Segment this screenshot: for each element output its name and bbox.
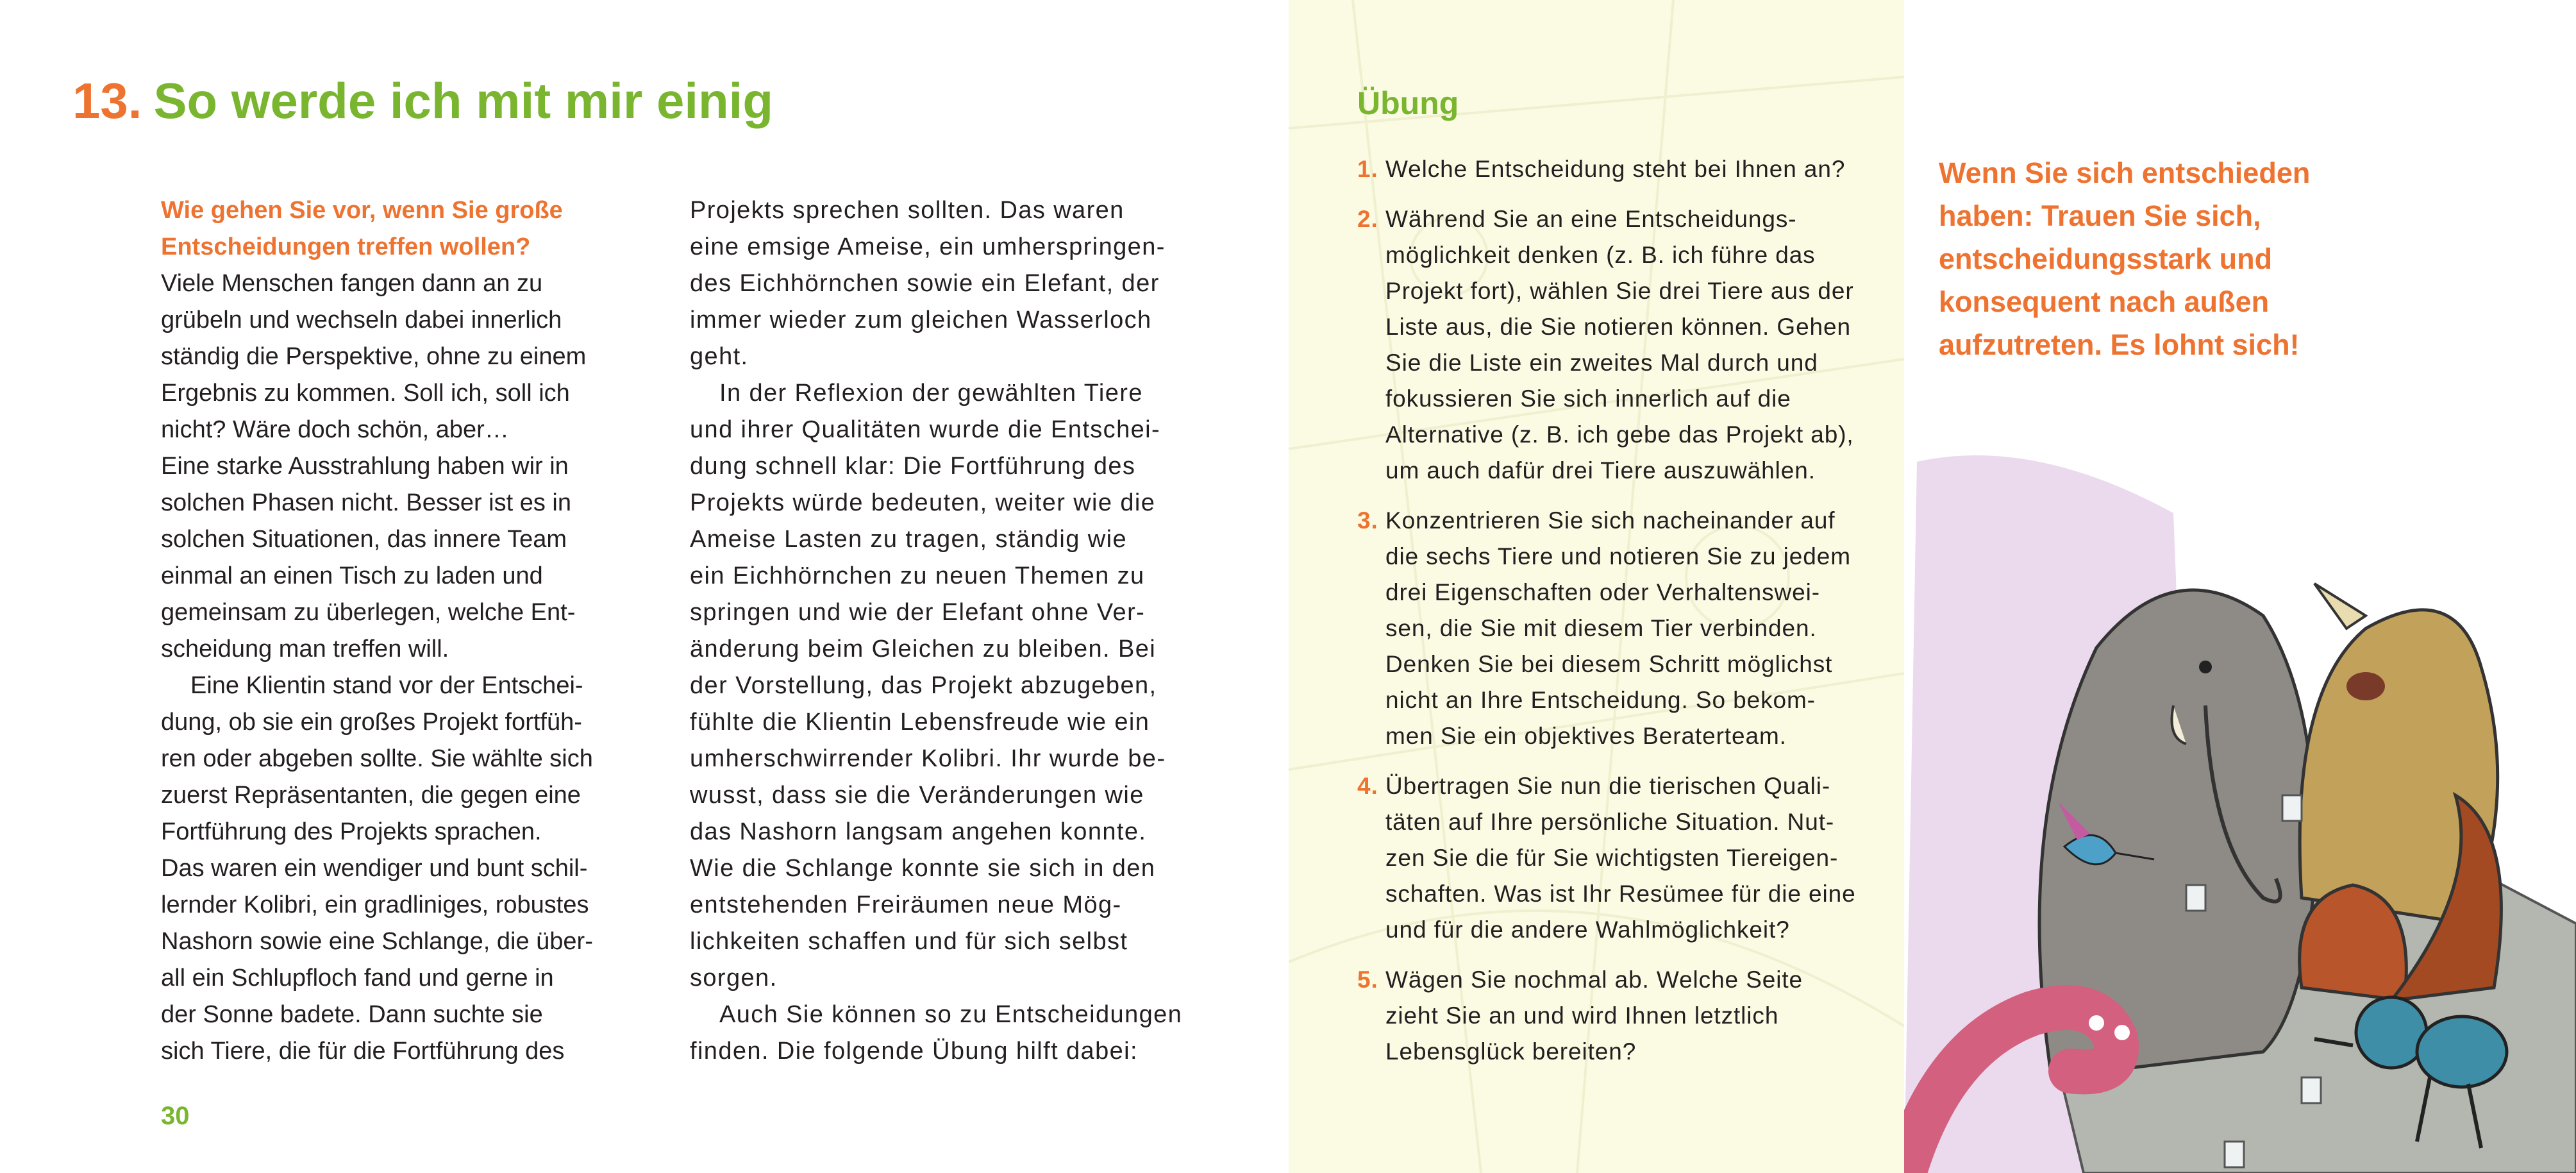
left-text-column — [161, 192, 593, 1070]
text-line: Eine Klientin stand vor der Entschei- — [190, 672, 583, 699]
callout-line: konsequent nach außen — [1939, 285, 2270, 318]
exercise-steps-list — [1357, 151, 1856, 1084]
text-line: Nashorn sowie eine Schlange, die über- — [161, 928, 593, 955]
step-text — [1385, 962, 1856, 1070]
text-line: Projekts sprechen sollten. Das waren — [690, 197, 1125, 224]
text-line: Viele Menschen fangen dann an zu — [161, 270, 543, 297]
text-line: Auch Sie können so zu Entscheidungen — [719, 1001, 1183, 1028]
text-line: immer wieder zum gleichen Wasserloch — [690, 307, 1152, 333]
text-line: entstehenden Freiräumen neue Mög- — [690, 891, 1122, 918]
step-text-line: täten auf Ihre persönliche Situation. Nut- — [1385, 809, 1835, 835]
step-text — [1385, 503, 1856, 754]
middle-text-column — [690, 192, 1182, 1070]
exercise-step — [1357, 151, 1856, 187]
text-line: umherschwirrender Kolibri. Ihr wurde be- — [690, 745, 1166, 772]
text-line: solchen Situationen, das innere Team — [161, 526, 567, 553]
step-text-line: Denken Sie bei diesem Schritt möglichst — [1385, 651, 1833, 677]
text-line: des Eichhörnchen sowie ein Elefant, der — [690, 270, 1160, 297]
step-text-line: Wägen Sie nochmal ab. Welche Seite — [1385, 966, 1803, 993]
step-text-line: schaften. Was ist Ihr Resümee für die eine — [1385, 881, 1856, 907]
text-line: sich Tiere, die für die Fortführung des — [161, 1038, 565, 1065]
chapter-title-text: So werde ich mit mir einig — [153, 72, 773, 129]
chapter-number: 13. — [72, 72, 142, 129]
animals-at-table-illustration — [1904, 436, 2576, 1173]
text-line: finden. Die folgende Übung hilft dabei: — [690, 1038, 1138, 1065]
step-text-line: Während Sie an eine Entscheidungs- — [1385, 206, 1797, 232]
step-text-line: Übertragen Sie nun die tierischen Quali- — [1385, 773, 1831, 799]
step-text-line: die sechs Tiere und notieren Sie zu jedem — [1385, 543, 1851, 570]
text-line: der Vorstellung, das Projekt abzugeben, — [690, 672, 1157, 699]
text-line: eine emsige Ameise, ein umherspringen- — [690, 233, 1166, 260]
text-line: Projekts würde bedeuten, weiter wie die — [690, 489, 1156, 516]
step-text-line: und für die andere Wahlmöglichkeit? — [1385, 916, 1790, 943]
page-number: 30 — [161, 1102, 190, 1130]
text-line: grübeln und wechseln dabei innerlich — [161, 307, 562, 333]
step-text-line: zieht Sie an und wird Ihnen letztlich — [1385, 1002, 1779, 1029]
step-text-line: Alternative (z. B. ich gebe das Projekt ab), — [1385, 421, 1854, 448]
text-line: dung schnell klar: Die Fortführung des — [690, 453, 1136, 480]
exercise-step — [1357, 201, 1856, 489]
text-line: ein Eichhörnchen zu neuen Themen zu — [690, 562, 1145, 589]
text-line: Das waren ein wendiger und bunt schil- — [161, 855, 588, 882]
text-line: springen und wie der Elefant ohne Ver- — [690, 599, 1146, 626]
text-line: änderung beim Gleichen zu bleiben. Bei — [690, 636, 1157, 662]
step-number: 4. — [1357, 773, 1378, 799]
step-text-line: um auch dafür drei Tiere auszuwählen. — [1385, 457, 1816, 484]
text-line: fühlte die Klientin Lebensfreude wie ein — [690, 709, 1150, 736]
text-line: gemeinsam zu überlegen, welche Ent- — [161, 599, 576, 626]
text-line: zuerst Repräsentanten, die gegen eine — [161, 782, 581, 809]
step-text-line: Projekt fort), wählen Sie drei Tiere aus der — [1385, 278, 1854, 304]
text-line: und ihrer Qualitäten wurde die Entschei- — [690, 416, 1161, 443]
text-line: das Nashorn langsam angehen konnte. — [690, 818, 1147, 845]
step-text-line: Lebensglück bereiten? — [1385, 1038, 1637, 1065]
text-line: lernder Kolibri, ein gradliniges, robustes — [161, 891, 589, 918]
step-text-line: nicht an Ihre Entscheidung. So bekom- — [1385, 687, 1816, 713]
exercise-step — [1357, 962, 1856, 1070]
step-number: 3. — [1357, 507, 1378, 534]
callout-line: haben: Trauen Sie sich, — [1939, 199, 2261, 232]
text-line: scheidung man treffen will. — [161, 636, 449, 662]
step-text — [1385, 151, 1856, 187]
text-line: Ergebnis zu kommen. Soll ich, soll ich — [161, 380, 570, 407]
step-text-line: möglichkeit denken (z. B. ich führe das — [1385, 242, 1816, 268]
text-line: dung, ob sie ein großes Projekt fortfüh- — [161, 709, 582, 736]
step-text-line: zen Sie die für Sie wichtigsten Tiereigen- — [1385, 845, 1839, 871]
step-text-line: sen, die Sie mit diesem Tier verbinden. — [1385, 615, 1817, 641]
step-number: 5. — [1357, 966, 1378, 993]
chapter-title — [72, 72, 773, 130]
text-line: der Sonne badete. Dann suchte sie — [161, 1001, 543, 1028]
step-text-line: Sie die Liste ein zweites Mal durch und — [1385, 350, 1818, 376]
text-line: all ein Schlupfloch fand und gerne in — [161, 965, 554, 992]
text-line: ständig die Perspektive, ohne zu einem — [161, 343, 587, 370]
text-line: einmal an einen Tisch zu laden und — [161, 562, 543, 589]
text-line: ren oder abgeben sollte. Sie wählte sich — [161, 745, 593, 772]
step-number: 2. — [1357, 206, 1378, 232]
step-text-line: Konzentrieren Sie sich nacheinander auf — [1385, 507, 1836, 534]
text-line: Ameise Lasten zu tragen, ständig wie — [690, 526, 1127, 553]
exercise-step — [1357, 503, 1856, 754]
exercise-step — [1357, 768, 1856, 948]
text-line: Eine starke Ausstrahlung haben wir in — [161, 453, 569, 480]
exercise-heading: Übung — [1357, 85, 1459, 121]
step-text-line: drei Eigenschaften oder Verhaltenswei- — [1385, 579, 1820, 605]
text-line: Wie die Schlange konnte sie sich in den — [690, 855, 1156, 882]
section-question-line: Entscheidungen treffen wollen? — [161, 233, 531, 260]
step-text — [1385, 201, 1856, 489]
text-line: solchen Phasen nicht. Besser ist es in — [161, 489, 572, 516]
text-line: lichkeiten schaffen und für sich selbst — [690, 928, 1128, 955]
callout-line: aufzutreten. Es lohnt sich! — [1939, 328, 2300, 361]
callout-line: Wenn Sie sich entschieden — [1939, 156, 2311, 189]
text-line: Fortführung des Projekts sprachen. — [161, 818, 542, 845]
step-number: 1. — [1357, 156, 1378, 182]
step-text-line: Welche Entscheidung steht bei Ihnen an? — [1385, 156, 1846, 182]
step-text-line: fokussieren Sie sich innerlich auf die — [1385, 385, 1791, 412]
callout-line: entscheidungsstark und — [1939, 242, 2273, 275]
text-line: In der Reflexion der gewählten Tiere — [719, 380, 1143, 407]
step-text-line: Liste aus, die Sie notieren können. Gehen — [1385, 314, 1851, 340]
step-text-line: men Sie ein objektives Beraterteam. — [1385, 723, 1787, 749]
text-line: wusst, dass sie die Veränderungen wie — [690, 782, 1144, 809]
text-line: geht. — [690, 343, 749, 370]
section-question-line: Wie gehen Sie vor, wenn Sie große — [161, 197, 563, 224]
text-line: sorgen. — [690, 965, 778, 992]
step-text — [1385, 768, 1856, 948]
text-line: nicht? Wäre doch schön, aber… — [161, 416, 509, 443]
callout-text — [1939, 151, 2310, 366]
